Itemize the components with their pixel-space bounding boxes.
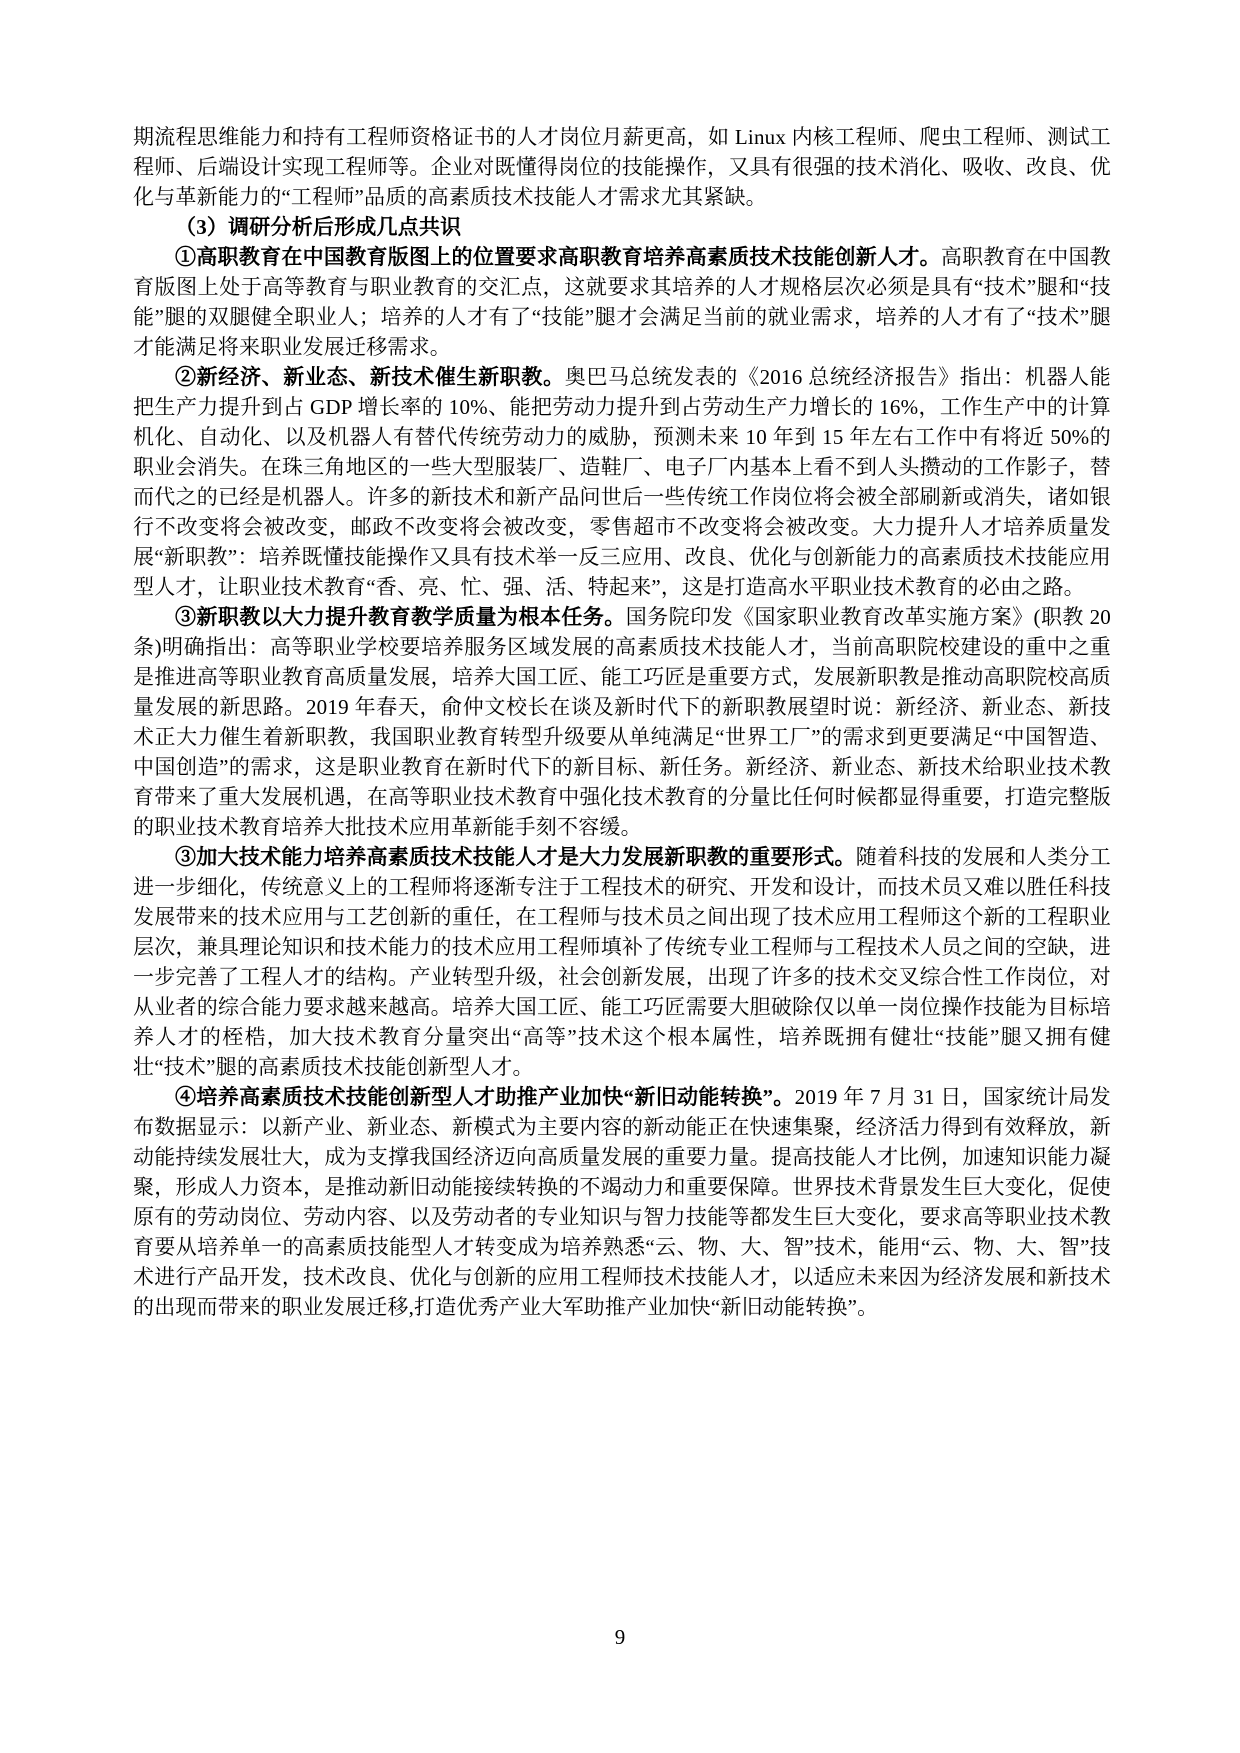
section-heading: （3）调研分析后形成几点共识 [175,215,462,239]
paragraph-3-body: 国务院印发《国家职业教育改革实施方案》(职教 20 条)明确指出：高等职业学校要培养服务区域发展的高素质技术技能人才，当前高职院校建设的重中之重是推进高等职业教育高质量发展，培养大国工匠、能工巧匠是重要方式，发展新职教是推动高职院校高质量发展的新思路。2019 年春天，俞仲文校长在谈及新时代下的新职教展望时说：新经济、新业态、新技术正大力催生着新职教，我国职业教育转型升级要从单纯满足“世界工厂”的需求到更要满足“中国智造、中国创造”的需求，这是职业教育在新时代下的新目标、新任务。新经济、新业态、新技术给职业技术教育带来了重大发展机遇，在高等职业技术教育中强化技术教育的分量比任何时候都显得重要，打造完整版的职业技术教育培养大批技术应用革新能手刻不容缓。 [133,605,1111,839]
page-footer [0,1625,1240,1650]
paragraph-2-lead: ②新经济、新业态、新技术催生新职教。 [175,365,565,389]
numbered-paragraph-3 [133,602,1111,842]
paragraph-5-body: 2019 年 7 月 31 日，国家统计局发布数据显示：以新产业、新业态、新模式为主要内容的新动能正在快速集聚，经济活力得到有效释放，新动能持续发展壮大，成为支撑我国经济迈向高质量发展的重要力量。提高技能人才比例，加速知识能力凝聚，形成人力资本，是推动新旧动能接续转换的不竭动力和重要保障。世界技术背景发生巨大变化，促使原有的劳动岗位、劳动内容、以及劳动者的专业知识与智力技能等都发生巨大变化，要求高等职业技术教育要从培养单一的高素质技能型人才转变成为培养熟悉“云、物、大、智”技术，能用“云、物、大、智”技术进行产品开发，技术改良、优化与创新的应用工程师技术技能人才，以适应未来因为经济发展和新技术的出现而带来的职业发展迁移,打造优秀产业大军助推产业加快“新旧动能转换”。 [133,1085,1111,1319]
paragraph-1-body: 高职教育在中国教育版图上处于高等教育与职业教育的交汇点，这就要求其培养的人才规格层次必须是具有“技术”腿和“技能”腿的双腿健全职业人；培养的人才有了“技能”腿才会满足当前的就业需求，培养的人才有了“技术”腿才能满足将来职业发展迁移需求。 [133,245,1111,359]
numbered-paragraph-1 [133,242,1111,362]
paragraph-1-lead: ①高职教育在中国教育版图上的位置要求高职教育培养高素质技术技能创新人才。 [175,245,941,269]
intro-paragraph: 期流程思维能力和持有工程师资格证书的人才岗位月薪更高，如 Linux 内核工程师、爬虫工程师、测试工程师、后端设计实现工程师等。企业对既懂得岗位的技能操作，又具有很强的技术消化、吸收、改良、优化与革新能力的“工程师”品质的高素质技术技能人才需求尤其紧缺。 [133,125,1111,209]
document-body [133,122,1111,1322]
numbered-paragraph-2 [133,362,1111,602]
paragraph-2-body: 奥巴马总统发表的《2016 总统经济报告》指出：机器人能把生产力提升到占 GDP 增长率的 10%、能把劳动力提升到占劳动生产力增长的 16%，工作生产中的计算机化、自动化、以及机器人有替代传统劳动力的威胁，预测未来 10 年到 15 年左右工作中有将近 50%的职业会消失。在珠三角地区的一些大型服装厂、造鞋厂、电子厂内基本上看不到人头攒动的工作影子，替而代之的已经是机器人。许多的新技术和新产品问世后一些传统工作岗位将会被全部刷新或消失，诸如银行不改变将会被改变，邮政不改变将会被改变，零售超市不改变将会被改变。大力提升人才培养质量发展“新职教”：培养既懂技能操作又具有技术举一反三应用、改良、优化与创新能力的高素质技术技能应用型人才，让职业技术教育“香、亮、忙、强、活、特起来”，这是打造高水平职业技术教育的必由之路。 [133,365,1111,599]
page-number: 9 [614,1625,626,1649]
numbered-paragraph-5 [133,1082,1111,1322]
paragraph-3-lead: ③新职教以大力提升教育教学质量为根本任务。 [175,605,626,629]
paragraph-5-lead: ④培养高素质技术技能创新型人才助推产业加快“新旧动能转换”。 [175,1085,795,1109]
paragraph-4-body: 随着科技的发展和人类分工进一步细化，传统意义上的工程师将逐渐专注于工程技术的研究、开发和设计，而技术员又难以胜任科技发展带来的技术应用与工艺创新的重任，在工程师与技术员之间出现了技术应用工程师这个新的工程职业层次，兼具理论知识和技术能力的技术应用工程师填补了传统专业工程师与工程技术人员之间的空缺，进一步完善了工程人才的结构。产业转型升级，社会创新发展，出现了许多的技术交叉综合性工作岗位，对从业者的综合能力要求越来越高。培养大国工匠、能工巧匠需要大胆破除仅以单一岗位操作技能为目标培养人才的桎梏，加大技术教育分量突出“高等”技术这个根本属性，培养既拥有健壮“技能”腿又拥有健壮“技术”腿的高素质技术技能创新型人才。 [133,845,1111,1079]
paragraph-4-lead: ③加大技术能力培养高素质技术技能人才是大力发展新职教的重要形式。 [175,845,856,869]
numbered-paragraph-4 [133,842,1111,1082]
